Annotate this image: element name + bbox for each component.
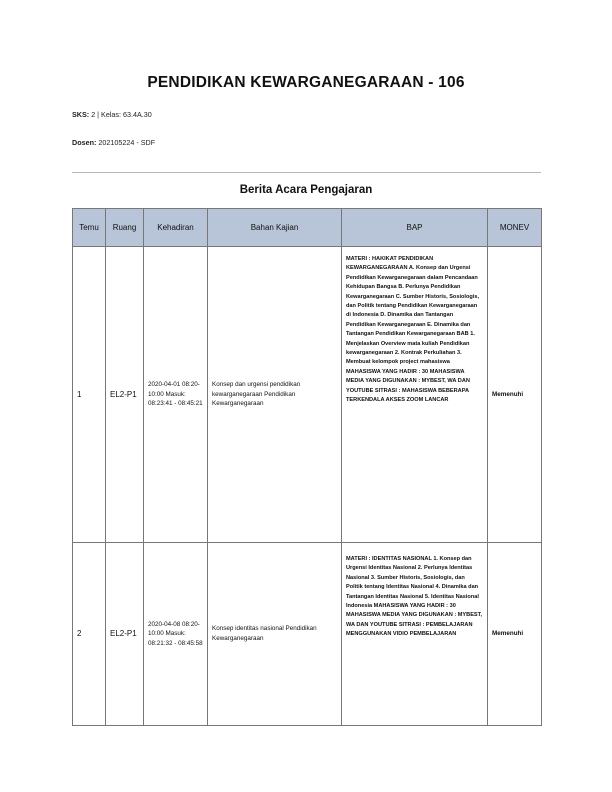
cell-bahan-kajian: Konsep identitas nasional Pendidikan Kewarganegaraan [208,543,342,726]
dosen-line [72,138,155,147]
header-bahan-kajian: Bahan Kajian [208,209,342,247]
cell-kehadiran: 2020-04-01 08:20-10:00 Masuk: 08:23:41 - 08:45:21 [144,247,208,543]
table-row [73,247,542,543]
cell-kehadiran: 2020-04-08 08:20-10:00 Masuk: 08:21:32 - 08:45:58 [144,543,208,726]
cell-temu: 2 [73,543,106,726]
dosen-label: Dosen: [72,138,97,147]
table-row [73,543,542,726]
header-temu: Temu [73,209,106,247]
header-bap: BAP [342,209,488,247]
cell-monev: Memenuhi [488,247,542,543]
header-monev: MONEV [488,209,542,247]
section-title: Berita Acara Pengajaran [239,184,373,196]
cell-ruang: EL2-P1 [106,543,144,726]
cell-bahan-kajian: Konsep dan urgensi pendidikan kewarganegaraan Pendidikan Kewarganegaraan [208,247,342,543]
header-kehadiran: Kehadiran [144,209,208,247]
cell-bap: MATERI : HAKIKAT PENDIDIKAN KEWARGANEGARAAN A. Konsep dan Urgensi Pendidikan Kewarganegaraan dalam Pencandaan Kehidupan Bangsa B. Perlunya Pendidikan Kewarganegaraan C. Sumber Historis, Sosiologis, dan Politik tentang Pendidikan Kewarganegaraan di Indonesia D. Dinamika dan Tantangan Pendidikan Kewarganegaraan E. Dinamika dan Tantangan Pendidikan Kewarganegaraan BAB 1. Menjelaskan Overview mata kuliah Pendidikan kewarganegaraan 2. Kontrak Perkuliahan 3. Membuat kelompok project mahasiswa MAHASISWA YANG HADIR : 30 MAHASISWA MEDIA YANG DIGUNAKAN : MYBEST, WA DAN YOUTUBE SITRASI : MAHASISWA BEBERAPA TERKENDALA AKSES ZOOM LANCAR [342,247,488,543]
sks-kelas-line [72,110,152,119]
dosen-value: 202105224 - SDF [98,138,156,147]
sks-label: SKS: [72,110,90,119]
divider [72,172,541,173]
bap-table [72,208,542,726]
header-ruang: Ruang [106,209,144,247]
cell-temu: 1 [73,247,106,543]
document-title: PENDIDIKAN KEWARGANEGARAAN - 106 [147,74,465,91]
cell-bap: MATERI : IDENTITAS NASIONAL 1. Konsep dan Urgensi Identitas Nasional 2. Perlunya Identitas Nasional 3. Sumber Historis, Sosiologis, dan Politik tentang Identitas Nasional 4. Dinamika dan Tantangan Identitas Nasional 5. Identitas Nasional Indonesia MAHASISWA YANG HADIR : 30 MAHASISWA MEDIA YANG DIGUNAKAN : MYBEST, WA DAN YOUTUBE SITRASI : PEMBELAJARAN MENGGUNAKAN VIDIO PEMBELAJARAN [342,543,488,726]
sks-kelas-value: 2 | Kelas: 63.4A.30 [91,110,152,119]
cell-ruang: EL2-P1 [106,247,144,543]
table-header-row [73,209,542,247]
cell-monev: Memenuhi [488,543,542,726]
